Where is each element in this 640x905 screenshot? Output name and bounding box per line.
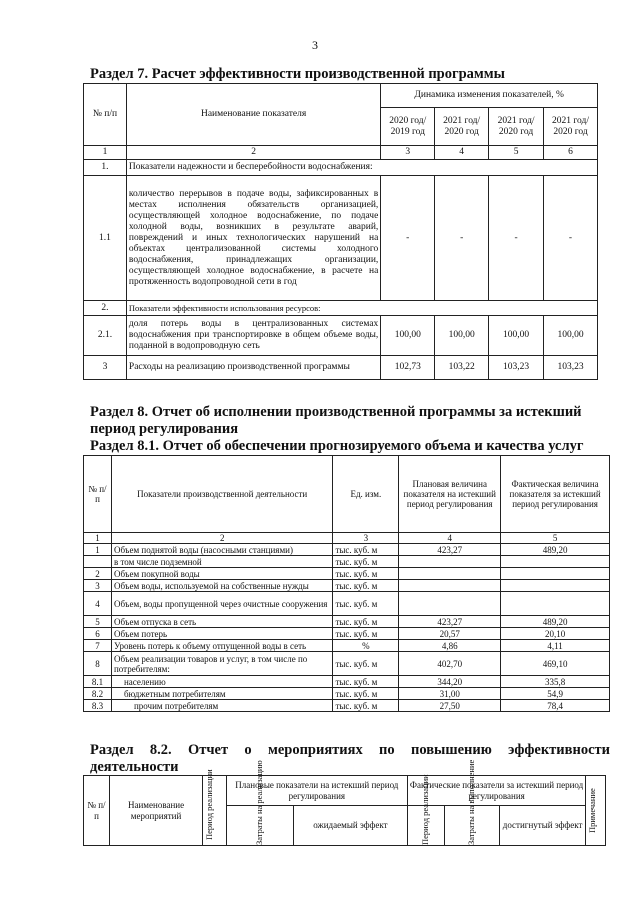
row-plan: [399, 580, 501, 592]
column-number: 2: [126, 146, 380, 160]
row-fact: 20,10: [501, 628, 610, 640]
row-value: 103,22: [435, 356, 489, 380]
header-year: 2021 год/ 2020 год: [544, 108, 598, 146]
column-number: 1: [84, 146, 127, 160]
header-year: 2020 год/ 2019 год: [381, 108, 435, 146]
table-row: [84, 592, 610, 616]
header-plan-cost: Затраты на реализацию: [254, 759, 265, 845]
row-fact: 4,11: [501, 640, 610, 652]
section-7-title: Раздел 7. Расчет эффективности производственной программы: [90, 66, 505, 82]
table-row: [84, 676, 610, 688]
row-name: Показатели надежности и бесперебойности водоснабжения:: [126, 160, 597, 176]
row-num: 7: [84, 640, 112, 652]
row-value: 100,00: [489, 316, 544, 356]
row-num: 1: [84, 544, 112, 556]
row-name: Объем, воды пропущенной через очистные сооружения: [111, 592, 333, 616]
row-plan: [399, 556, 501, 568]
header-period: Период реализации: [204, 768, 215, 840]
row-value: 100,00: [381, 316, 435, 356]
measures-table: [83, 759, 606, 846]
row-unit: тыс. куб. м: [333, 628, 399, 640]
row-unit: тыс. куб. м: [333, 676, 399, 688]
row-num: 5: [84, 616, 112, 628]
row-name: Расходы на реализацию производственной программы: [126, 356, 380, 380]
row-unit: тыс. куб. м: [333, 652, 399, 676]
header-indicator: Показатели производственной деятельности: [111, 456, 333, 533]
column-number: 4: [399, 533, 501, 544]
row-num: 8.2: [84, 688, 112, 700]
column-number: 5: [501, 533, 610, 544]
row-fact: [501, 556, 610, 568]
row-name: Объем реализации товаров и услуг, в том числе по потребителям:: [111, 652, 333, 676]
row-num: 2: [84, 568, 112, 580]
header-num: № п/п: [84, 84, 127, 146]
row-unit: тыс. куб. м: [333, 556, 399, 568]
row-num: 8.3: [84, 700, 112, 712]
row-plan: 423,27: [399, 616, 501, 628]
table-row: [84, 176, 598, 301]
header-plan: Плановая величина показателя на истекший период регулирования: [399, 456, 501, 533]
header-year: 2021 год/ 2020 год: [435, 108, 489, 146]
column-number: 5: [489, 146, 544, 160]
row-plan: [399, 568, 501, 580]
header-fact-cost-cell: [444, 759, 499, 846]
header-period-cell: [203, 768, 227, 846]
table-row: [84, 688, 610, 700]
table-row: [84, 700, 610, 712]
row-value: 102,73: [381, 356, 435, 380]
row-num: 2.1.: [84, 316, 127, 356]
row-fact: [501, 592, 610, 616]
section-8-2-title: Раздел 8.2. Отчет о мероприятиях по повышению эффективности деятельности: [90, 742, 610, 775]
header-fact: Фактические показатели за истекший период регулирования: [407, 776, 586, 806]
row-plan: [399, 592, 501, 616]
production-table: [83, 455, 610, 712]
header-plan: Плановые показатели на истекший период регулирования: [226, 776, 407, 806]
header-dynamics: Динамика изменения показателей, %: [381, 84, 598, 108]
header-unit: Ед. изм.: [333, 456, 399, 533]
row-name: количество перерывов в подаче воды, зафиксированных в местах исполнения обязательств организацией, осуществляющей холодное водоснабжение, по подаче холодной воды, возникших в результате аварий, повреждений и иных технологических нарушений на объектах централизованной системы холодного водоснабжения, принадлежащих организации, осуществляющей холодное водоснабжение, в расчете на протяженность водопроводной сети в год: [126, 176, 380, 301]
header-year: 2021 год/ 2020 год: [489, 108, 544, 146]
row-plan: 20,57: [399, 628, 501, 640]
row-fact: 489,20: [501, 616, 610, 628]
column-number: 3: [381, 146, 435, 160]
row-unit: %: [333, 640, 399, 652]
header-fact: Фактическая величина показателя за истекший период регулирования: [501, 456, 610, 533]
row-fact: 469,10: [501, 652, 610, 676]
row-unit: тыс. куб. м: [333, 616, 399, 628]
row-name: бюджетным потребителям: [111, 688, 333, 700]
column-number: 2: [111, 533, 333, 544]
table-row: [84, 316, 598, 356]
row-value: -: [544, 176, 598, 301]
column-number: 4: [435, 146, 489, 160]
table-row: [84, 616, 610, 628]
table-row: [84, 160, 598, 176]
header-note: Примечание: [587, 788, 598, 833]
row-num: 1.: [84, 160, 127, 176]
row-plan: 31,00: [399, 688, 501, 700]
row-plan: 344,20: [399, 676, 501, 688]
row-name: Объем отпуска в сеть: [111, 616, 333, 628]
row-name: Объем воды, используемой на собственные нужды: [111, 580, 333, 592]
row-name: доля потерь воды в централизованных системах водоснабжения при транспортировке в общем объеме воды, поданной в водопроводную сеть: [126, 316, 380, 356]
row-num: 3: [84, 580, 112, 592]
column-number: 3: [333, 533, 399, 544]
row-num: 3: [84, 356, 127, 380]
header-measure-name: Наименование мероприятий: [109, 776, 202, 846]
row-value: -: [381, 176, 435, 301]
column-number: 6: [544, 146, 598, 160]
row-fact: [501, 580, 610, 592]
row-num: [84, 556, 112, 568]
row-unit: тыс. куб. м: [333, 580, 399, 592]
header-num: № п/п: [84, 456, 112, 533]
row-unit: тыс. куб. м: [333, 592, 399, 616]
table-row: [84, 628, 610, 640]
header-fact-effect: достигнутый эффект: [499, 806, 586, 846]
row-value: 103,23: [489, 356, 544, 380]
table-row: [84, 301, 598, 316]
table-row: [84, 556, 610, 568]
row-name: Объем потерь: [111, 628, 333, 640]
row-name: Объем покупной воды: [111, 568, 333, 580]
header-num: № п/п: [84, 776, 110, 846]
table-row: [84, 356, 598, 380]
section-8-title: Раздел 8. Отчет об исполнении производственной программы за истекший период регулирования: [90, 404, 582, 437]
row-num: 6: [84, 628, 112, 640]
header-note-cell: [586, 776, 606, 846]
row-num: 1.1: [84, 176, 127, 301]
row-value: -: [489, 176, 544, 301]
row-value: 100,00: [435, 316, 489, 356]
column-number: 1: [84, 533, 112, 544]
row-unit: тыс. куб. м: [333, 544, 399, 556]
section-8-1-title: Раздел 8.1. Отчет об обеспечении прогнозируемого объема и качества услуг: [90, 438, 584, 454]
table-row: [84, 568, 610, 580]
row-unit: тыс. куб. м: [333, 568, 399, 580]
row-fact: 78,4: [501, 700, 610, 712]
row-value: -: [435, 176, 489, 301]
header-fact-period-cell: [407, 773, 444, 846]
row-unit: тыс. куб. м: [333, 700, 399, 712]
row-fact: 335,8: [501, 676, 610, 688]
row-value: 103,23: [544, 356, 598, 380]
row-name: Объем поднятой воды (насосными станциями): [111, 544, 333, 556]
row-num: 8: [84, 652, 112, 676]
row-name: прочим потребителям: [111, 700, 333, 712]
row-plan: 27,50: [399, 700, 501, 712]
row-plan: 402,70: [399, 652, 501, 676]
header-fact-period: Период реализации: [420, 773, 431, 845]
row-num: 8.1: [84, 676, 112, 688]
row-value: 100,00: [544, 316, 598, 356]
page-number: 3: [312, 38, 318, 52]
header-plan-effect: ожидаемый эффект: [294, 806, 408, 846]
table-row: [84, 544, 610, 556]
row-fact: 54,9: [501, 688, 610, 700]
row-name: Показатели эффективности использования ресурсов:: [126, 301, 597, 316]
header-indicator-name: Наименование показателя: [126, 84, 380, 146]
row-num: 2.: [84, 301, 127, 316]
row-unit: тыс. куб. м: [333, 688, 399, 700]
row-fact: 489,20: [501, 544, 610, 556]
table-row: [84, 652, 610, 676]
table-row: [84, 580, 610, 592]
row-num: 4: [84, 592, 112, 616]
efficiency-table: [83, 83, 598, 380]
table-row: [84, 640, 610, 652]
row-fact: [501, 568, 610, 580]
row-plan: 4,86: [399, 640, 501, 652]
row-name: в том числе подземной: [111, 556, 333, 568]
row-plan: 423,27: [399, 544, 501, 556]
row-name: Уровень потерь к объему отпущенной воды в сеть: [111, 640, 333, 652]
header-fact-cost: Затраты на выполнение: [466, 759, 477, 845]
header-plan-cost-cell: [226, 759, 293, 846]
row-name: населению: [111, 676, 333, 688]
